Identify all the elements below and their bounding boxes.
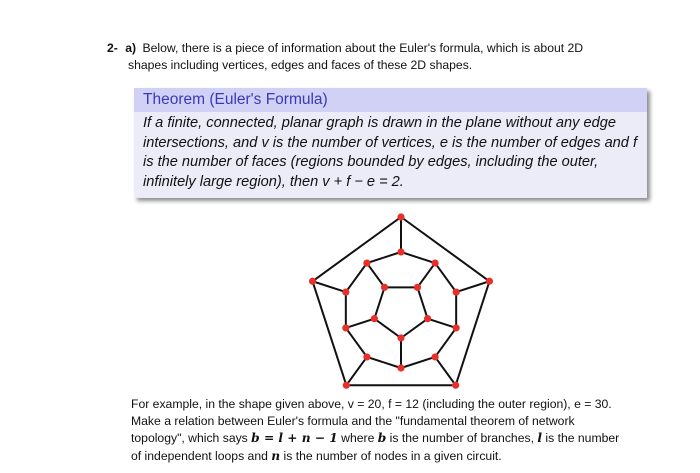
question-line-2: shapes including vertices, edges and faces of these 2D shapes.	[128, 58, 473, 72]
graph-vertex	[363, 259, 370, 266]
theorem-body: If a finite, connected, planar graph is drawn in the plane without any edge intersections, and v is the number of vertices, e is the number of edges and f is the number of faces (regions bounded by edges, including the outer, infinitely large region), then v + f − e = 2.	[143, 115, 638, 190]
graph-edge	[435, 357, 456, 385]
var-b: b	[377, 431, 387, 446]
graph-vertex	[397, 364, 404, 371]
graph-vertex	[342, 324, 349, 331]
graph-edge	[346, 319, 375, 328]
var-n: n	[271, 448, 281, 463]
graph-edge	[435, 263, 456, 292]
graph-vertex	[397, 213, 404, 220]
graph-vertex	[424, 315, 431, 322]
graph-vertex	[453, 288, 460, 295]
graph-edge	[313, 281, 347, 385]
graph-edge	[313, 281, 346, 292]
example-text-3: is the number of branches,	[386, 431, 538, 446]
graph-edge	[367, 252, 401, 263]
graph-edge	[346, 357, 367, 385]
graph-edge	[456, 281, 489, 292]
question-number: 2-	[107, 41, 118, 55]
graph-edge	[417, 263, 435, 287]
graph-edge	[456, 281, 490, 385]
graph-vertex	[453, 324, 460, 331]
graph-edge	[428, 319, 457, 328]
graph-vertex	[414, 284, 421, 291]
formula-rest: = l + n − 1	[259, 431, 338, 446]
graph-vertex	[452, 382, 459, 389]
question-line-1: Below, there is a piece of information about the Euler's formula, which is about 2D	[142, 41, 584, 55]
graph-vertex	[371, 315, 378, 322]
formula-b: b	[251, 431, 260, 446]
graph-edge	[346, 328, 367, 357]
question-block	[107, 40, 627, 74]
graph-vertex	[381, 284, 388, 291]
graph-edge	[367, 357, 401, 368]
theorem-title: Theorem (Euler's Formula)	[134, 88, 647, 112]
example-text-4: is the number of independent loops and	[131, 431, 620, 463]
example-text-2: where	[337, 431, 378, 446]
graph-edge	[401, 217, 489, 281]
var-l: l	[537, 431, 542, 446]
graph-vertex	[486, 278, 493, 285]
graph-edge	[401, 319, 428, 338]
graph-vertex	[342, 288, 349, 295]
graph-edge	[346, 263, 367, 292]
graph-vertex	[431, 353, 438, 360]
graph-vertex	[309, 278, 316, 285]
graph-edges	[313, 217, 490, 385]
dodecahedron-graph	[305, 210, 497, 390]
graph-edge	[374, 287, 384, 318]
graph-vertex	[397, 334, 404, 341]
graph-vertex	[363, 353, 370, 360]
theorem-box	[134, 88, 647, 198]
graph-edge	[374, 319, 401, 338]
graph-vertex	[397, 248, 404, 255]
graph-edge	[401, 357, 435, 368]
example-text-5: is the number of nodes in a given circuit.	[280, 448, 502, 463]
question-part: a)	[125, 41, 137, 55]
graph-edge	[417, 287, 427, 318]
example-text-1: For example, in the shape given above, v = 20, f = 12 (including the outer region), e = 30. Make a relation between Euler's formula and the "fundamental theorem of network topology", which says	[131, 397, 612, 446]
graph-edge	[401, 252, 435, 263]
graph-vertex	[343, 382, 350, 389]
graph-vertex	[431, 259, 438, 266]
graph-edge	[435, 328, 456, 357]
graph-edge	[313, 217, 401, 281]
example-paragraph	[131, 396, 626, 465]
graph-edge	[367, 263, 385, 287]
